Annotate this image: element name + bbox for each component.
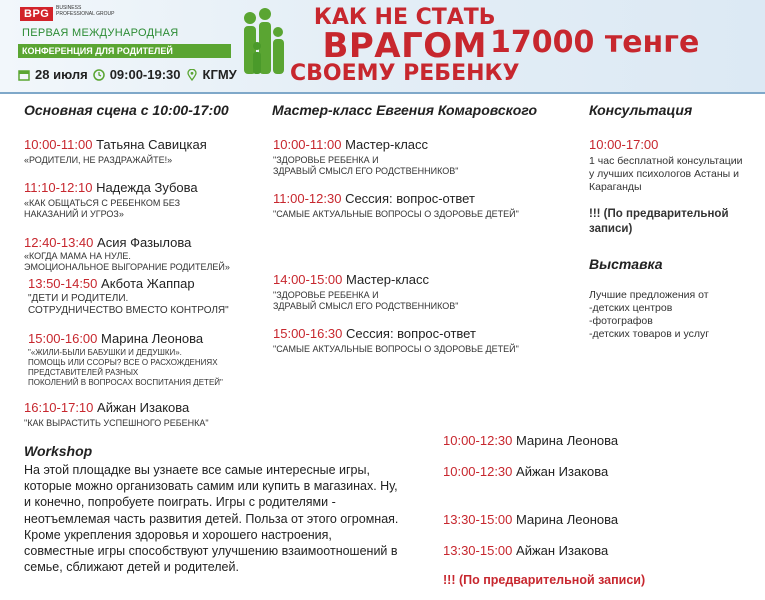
slot-time: 16:10-17:10	[24, 400, 94, 415]
slot-topic: ПОКОЛЕНИЙ В ВОПРОСАХ ВОСПИТАНИЯ ДЕТЕЙ"	[28, 378, 223, 387]
slot-time: 14:00-15:00	[273, 272, 343, 287]
slot-topic: "ДЕТИ И РОДИТЕЛИ.	[28, 293, 129, 304]
consultation-note	[589, 207, 729, 237]
expo-line: -детских товаров и услуг	[589, 328, 710, 340]
slot-time: 15:00-16:00	[28, 331, 98, 346]
main-stage-title: Основная сцена с 10:00-17:00	[24, 102, 229, 118]
slot-topic: "САМЫЕ АКТУАЛЬНЫЕ ВОПРОСЫ О ЗДОРОВЬЕ ДЕТЕЙ"	[273, 209, 519, 219]
slot-speaker: Айжан Изакова	[516, 464, 609, 479]
slot-topic: ЗДРАВЫЙ СМЫСЛ ЕГО РОДСТВЕННИКОВ"	[273, 166, 459, 176]
slot-topic: «КАК ОБЩАТЬСЯ С РЕБЕНКОМ БЕЗ	[24, 198, 181, 208]
header-banner	[0, 0, 765, 94]
slot-topic: "САМЫЕ АКТУАЛЬНЫЕ ВОПРОСЫ О ЗДОРОВЬЕ ДЕТЕЙ"	[273, 344, 519, 354]
expo-text	[589, 289, 709, 341]
main-slot	[24, 137, 207, 152]
conference-label: КОНФЕРЕНЦИЯ ДЛЯ РОДИТЕЛЕЙ	[18, 44, 231, 58]
slot-label: Мастер-класс	[346, 272, 429, 287]
slot-speaker: Надежда Зубова	[96, 180, 198, 195]
event-time: 09:00-19:30	[109, 67, 181, 82]
workshop-slot	[443, 433, 618, 448]
slot-time: 13:30-15:00	[443, 543, 513, 558]
main-slot	[28, 276, 195, 291]
main-slot	[28, 331, 203, 346]
slot-time: 10:00-17:00	[589, 137, 659, 152]
masterclass-slot	[273, 137, 428, 152]
title-line-1: КАК НЕ СТАТЬ	[313, 5, 496, 30]
masterclass-slot	[273, 326, 476, 341]
event-date: 28 июля	[35, 67, 88, 82]
ticket-price: 17000 тенге	[490, 25, 700, 60]
slot-topic: ЭМОЦИОНАЛЬНОЕ ВЫГОРАНИЕ РОДИТЕЛЕЙ»	[24, 262, 230, 272]
note-line: записи)	[589, 223, 633, 235]
event-meta	[18, 67, 237, 82]
slot-label: Сессия: вопрос-ответ	[346, 326, 476, 341]
note-line: !!! (По предварительной	[589, 208, 729, 220]
main-slot	[24, 180, 198, 195]
slot-topic: "ЗДОРОВЬЕ РЕБЕНКА И	[273, 290, 379, 300]
slot-topic: «РОДИТЕЛИ, НЕ РАЗДРАЖАЙТЕ!»	[24, 155, 173, 165]
expo-line: Лучшие предложения от	[589, 289, 709, 301]
expo-title: Выставка	[589, 256, 663, 272]
slot-speaker: Айжан Изакова	[97, 400, 190, 415]
event-venue: КГМУ	[202, 67, 237, 82]
consultation-title: Консультация	[589, 102, 693, 118]
consultation-line: 1 час бесплатной консультации	[589, 155, 743, 167]
slot-time: 10:00-11:00	[273, 137, 342, 152]
slot-time: 12:40-13:40	[24, 235, 94, 250]
event-title	[290, 7, 519, 85]
slot-topic: "ЗДОРОВЬЕ РЕБЕНКА И	[273, 155, 379, 165]
masterclass-slot	[273, 272, 429, 287]
slot-speaker: Марина Леонова	[516, 512, 619, 527]
slot-topic: ПОМОЩЬ ИЛИ ССОРЫ? ВСЕ О РАСХОЖДЕНИЯХ	[28, 358, 218, 367]
slot-speaker: Татьяна Савицкая	[96, 137, 207, 152]
slot-time: 10:00-12:30	[443, 433, 513, 448]
slot-time: 11:10-12:10	[24, 180, 93, 195]
location-pin-icon	[186, 69, 198, 81]
slot-time: 13:50-14:50	[28, 276, 98, 291]
workshop-description: На этой площадке вы узнаете все самые интересные игры, которые можно организовать самим или купить в магазинах. Ну, и конечно, попробуете поиграть. Игры с родителями - неотъемлемая часть развития детей. Польза от этого огромная. Кроме укрепления здоровья и хорошего настроения, совместные игры способствуют улучшению взаимоотношений в семье, сближают детей и родителей.	[24, 463, 399, 575]
slot-topic: «КОГДА МАМА НА НУЛЕ.	[24, 251, 131, 261]
slot-speaker: Марина Леонова	[101, 331, 204, 346]
consultation-time	[589, 137, 658, 152]
consultation-line: Караганды	[589, 181, 642, 193]
calendar-icon	[18, 69, 30, 81]
slot-time: 11:00-12:30	[273, 191, 342, 206]
first-international: ПЕРВАЯ МЕЖДУНАРОДНАЯ	[22, 27, 179, 39]
slot-time: 10:00-11:00	[24, 137, 93, 152]
expo-line: -детских центров	[589, 302, 673, 314]
slot-topic: "«ЖИЛИ-БЫЛИ БАБУШКИ И ДЕДУШКИ».	[28, 348, 182, 357]
masterclass-title: Мастер-класс Евгения Комаровского	[272, 102, 538, 118]
slot-topic: НАКАЗАНИЙ И УГРОЗ»	[24, 209, 124, 219]
clock-icon	[93, 69, 105, 81]
slot-label: Мастер-класс	[345, 137, 429, 152]
family-icon	[240, 8, 288, 78]
workshop-title: Workshop	[24, 443, 93, 459]
slot-time: 15:00-16:30	[273, 326, 343, 341]
main-slot	[24, 235, 191, 250]
slot-speaker: Асия Фазылова	[97, 235, 192, 250]
workshop-slot	[443, 543, 608, 558]
slot-speaker: Акбота Жаппар	[101, 276, 195, 291]
consultation-text	[589, 155, 743, 194]
slot-topic: ЗДРАВЫЙ СМЫСЛ ЕГО РОДСТВЕННИКОВ"	[273, 301, 459, 311]
masterclass-slot	[273, 191, 475, 206]
slot-speaker: Марина Леонова	[516, 433, 619, 448]
slot-topic: ПРЕДСТАВИТЕЛЕЙ РАЗНЫХ	[28, 368, 139, 377]
workshop-slot	[443, 512, 618, 527]
workshop-slot	[443, 464, 608, 479]
slot-topic: "КАК ВЫРАСТИТЬ УСПЕШНОГО РЕБЕНКА"	[24, 418, 209, 428]
expo-line: -фотографов	[589, 315, 653, 327]
slot-time: 13:30-15:00	[443, 512, 513, 527]
logo-subtitle: BUSINESS PROFESSIONAL GROUP	[56, 5, 115, 17]
workshop-note: !!! (По предварительной записи)	[443, 573, 646, 587]
slot-speaker: Айжан Изакова	[516, 543, 609, 558]
title-line-2: ВРАГОМ	[322, 26, 488, 66]
bpg-logo: BPG	[20, 7, 53, 21]
slot-time: 10:00-12:30	[443, 464, 513, 479]
slot-topic: СОТРУДНИЧЕСТВО ВМЕСТО КОНТРОЛЯ"	[28, 305, 229, 316]
consultation-line: у лучших психологов Астаны и	[589, 168, 739, 180]
slot-label: Сессия: вопрос-ответ	[345, 191, 475, 206]
title-line-3: СВОЕМУ РЕБЕНКУ	[290, 61, 520, 86]
main-slot	[24, 400, 189, 415]
